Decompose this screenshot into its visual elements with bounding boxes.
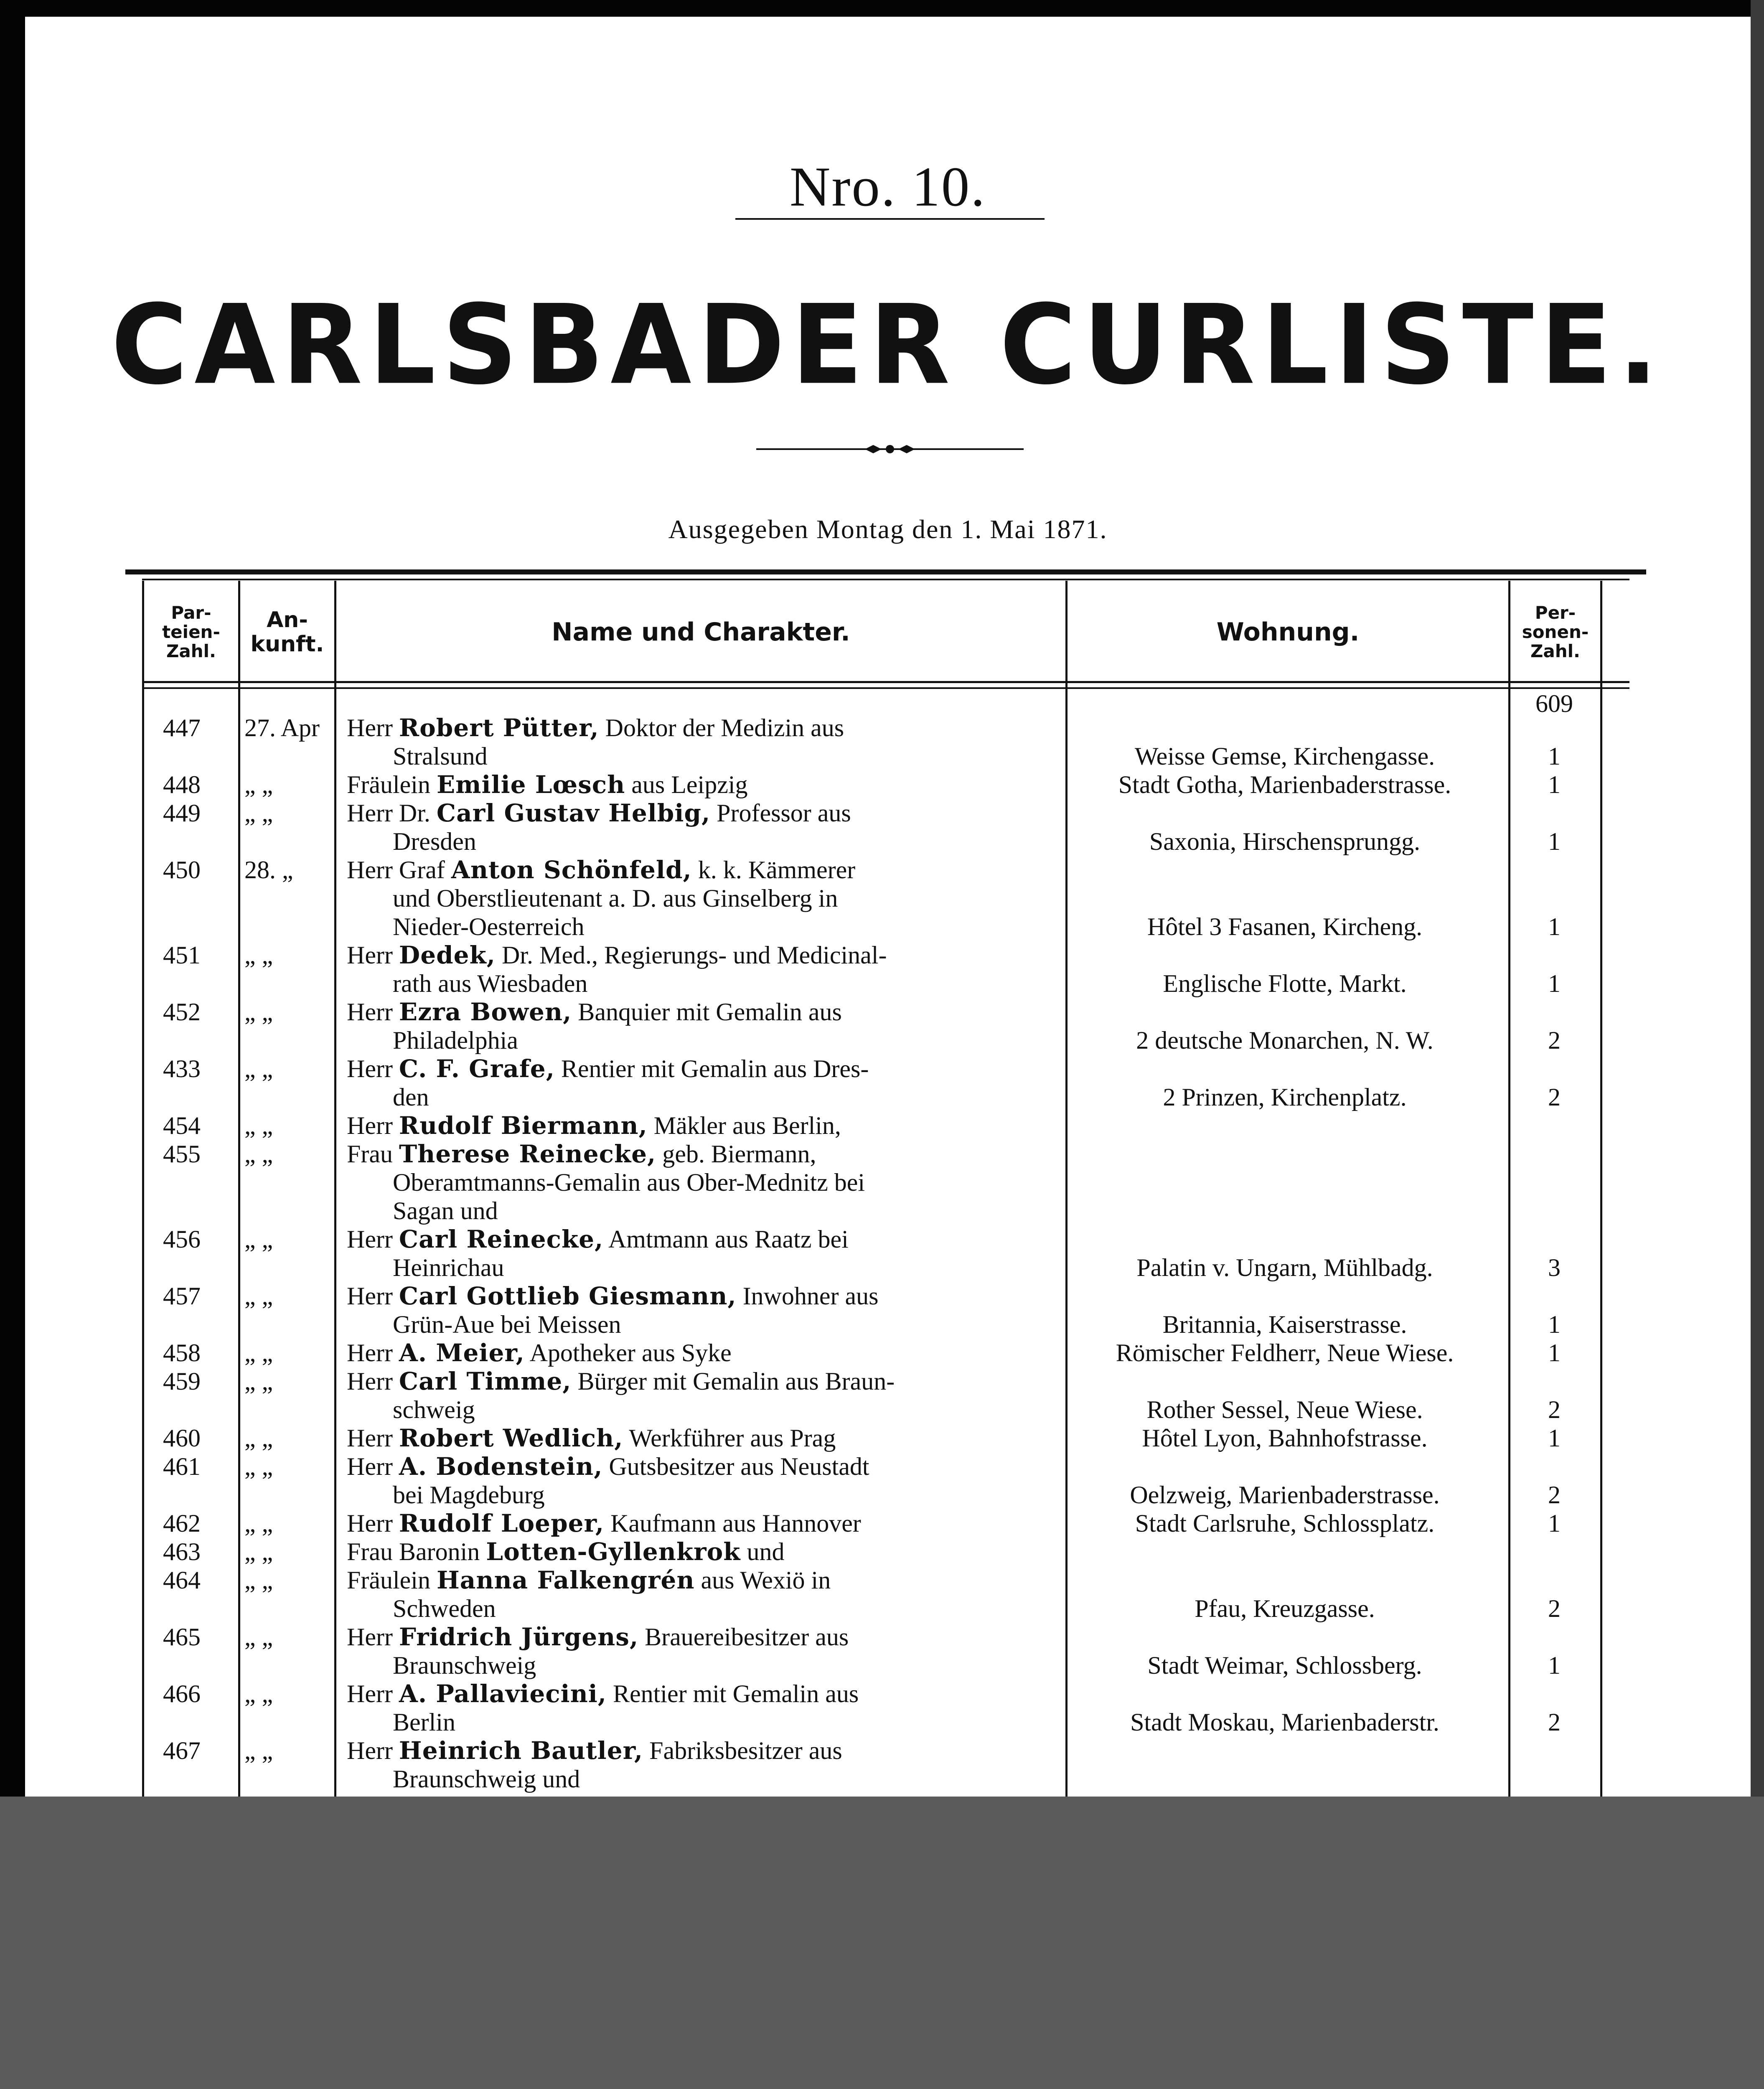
party-number: 458 <box>163 1339 201 1367</box>
guest-name-and-title <box>347 1452 1032 1509</box>
guest-name: Ezra Bowen, <box>399 998 572 1026</box>
persons-count: 2 <box>1548 1396 1561 1423</box>
residence: Stadt Moskau, Marienbaderstr. <box>1130 1708 1439 1736</box>
persons-count: 1 <box>1548 970 1561 997</box>
residence: Stadt Carlsruhe, Schlossplatz. <box>1135 1510 1435 1537</box>
party-number: 460 <box>163 1424 201 1452</box>
arrival-date: „ „ <box>244 998 273 1026</box>
party-number: 461 <box>163 1453 201 1480</box>
header-rule <box>142 681 1629 683</box>
guest-title: Herr <box>347 1112 393 1139</box>
residence: Rother Sessel, Neue Wiese. <box>1146 1396 1423 1423</box>
table-top-rule <box>125 569 1646 574</box>
persons-count: 1 <box>1548 1424 1561 1452</box>
arrival-date: „ „ <box>244 1424 273 1452</box>
party-number: 457 <box>163 1282 201 1310</box>
persons-count: 1 <box>1548 1311 1561 1338</box>
persons-count: 1 <box>1548 1510 1561 1537</box>
party-number: 454 <box>163 1112 201 1139</box>
guest-name: Robert Pütter, <box>399 714 599 742</box>
persons-count: 2 <box>1548 1481 1561 1509</box>
guest-description-continued: bei Magdeburg <box>393 1481 545 1509</box>
guest-description-continued: Braunschweig <box>393 1652 536 1679</box>
guest-description-continued: und Oberstlieutenant a. D. aus Ginselberg in <box>393 884 838 912</box>
residence: Römischer Feldherr, Neue Wiese. <box>1116 1339 1454 1367</box>
arrival-date: „ „ <box>244 1566 273 1594</box>
persons-count: 1 <box>1548 742 1561 770</box>
guest-name-and-title <box>347 799 1032 856</box>
guest-description: Rentier mit Gemalin aus <box>613 1680 859 1708</box>
guest-description: Bürger mit Gemalin aus Braun- <box>577 1367 895 1395</box>
guest-description: Doktor der Medizin aus <box>605 714 844 742</box>
party-number: 451 <box>163 941 201 969</box>
guest-description: Rentier mit Gemalin aus Dres- <box>561 1055 869 1083</box>
guest-description: Apotheker aus Syke <box>529 1339 732 1367</box>
guest-name: A. Pallaviecini, <box>399 1680 607 1708</box>
guest-description-continued: Dresden <box>393 828 476 855</box>
ornament-divider <box>756 441 1024 457</box>
guest-description: Gutsbesitzer aus Neustadt <box>609 1453 869 1480</box>
guest-name: Lotten-Gyllenkrok <box>486 1538 741 1566</box>
guest-name-and-title <box>347 1055 1032 1111</box>
header-party-count: Par- teien- Zahl. <box>162 602 220 661</box>
party-number: 467 <box>163 1737 201 1764</box>
persons-count: 1 <box>1548 771 1561 798</box>
party-number: 464 <box>163 1566 201 1594</box>
residence: Hôtel Lyon, Bahnhofstrasse. <box>1142 1424 1428 1452</box>
guest-description-continued: rath aus Wiesbaden <box>393 970 588 997</box>
persons-count: 1 <box>1548 913 1561 940</box>
guest-title: Herr <box>347 1225 393 1253</box>
guest-name: Emilie Lœsch <box>436 770 625 799</box>
guest-description-continued: Schweden <box>393 1595 496 1622</box>
residence: Palatin v. Ungarn, Mühlbadg. <box>1136 1254 1433 1281</box>
guest-name-and-title <box>347 856 1032 941</box>
party-number: 455 <box>163 1140 201 1168</box>
arrival-date: „ „ <box>244 771 273 798</box>
party-number: 463 <box>163 1538 201 1565</box>
party-number: 466 <box>163 1680 201 1708</box>
guest-name-and-title <box>347 1282 1032 1339</box>
table-top-rule-thin <box>142 579 1629 580</box>
guest-name: C. F. Grafe, <box>399 1055 555 1083</box>
party-number: 459 <box>163 1367 201 1395</box>
residence: 2 Prinzen, Kirchenplatz. <box>1163 1083 1407 1111</box>
residence: Britannia, Kaiserstrasse. <box>1162 1311 1407 1338</box>
carried-total: 609 <box>1535 690 1573 717</box>
arrival-date: „ „ <box>244 1623 273 1651</box>
guest-description: Banquier mit Gemalin aus <box>578 998 842 1026</box>
guest-name: Carl Reinecke, <box>399 1225 604 1253</box>
residence: Stadt Weimar, Schlossberg. <box>1147 1652 1422 1679</box>
guest-description-continued: den <box>393 1083 429 1111</box>
guest-name-and-title <box>347 1424 1032 1452</box>
guest-name-and-title <box>347 941 1032 998</box>
guest-name-and-title <box>347 1339 1032 1367</box>
party-number: 452 <box>163 998 201 1026</box>
guest-description-continued: Stralsund <box>393 742 488 770</box>
guest-description: aus Leipzig <box>631 771 748 798</box>
guest-description-continued: Oberamtmanns-Gemalin aus Ober-Mednitz bei <box>393 1169 865 1196</box>
persons-count: 2 <box>1548 1083 1561 1111</box>
guest-description-continued: Sagan und <box>393 1197 498 1225</box>
header-rule-2 <box>142 687 1629 689</box>
guest-title: Herr <box>347 1737 393 1764</box>
party-number: 456 <box>163 1225 201 1253</box>
guest-name-and-title <box>347 1367 1032 1424</box>
guest-title: Herr <box>347 1282 393 1310</box>
party-number: 433 <box>163 1055 201 1083</box>
guest-description: Werkführer aus Prag <box>629 1424 836 1452</box>
guest-name: A. Bodenstein, <box>399 1452 603 1481</box>
guest-title: Frau Baronin <box>347 1538 480 1565</box>
issue-date: Ausgegeben Montag den 1. Mai 1871. <box>668 514 1108 544</box>
guest-name-and-title <box>347 1538 1032 1566</box>
column-rule <box>142 581 144 1797</box>
guest-title: Fräulein <box>347 1566 430 1594</box>
persons-count: 1 <box>1548 1339 1561 1367</box>
arrival-date: „ „ <box>244 1510 273 1537</box>
guest-title: Herr <box>347 714 393 742</box>
guest-title: Herr Graf <box>347 856 445 884</box>
residence: Englische Flotte, Markt. <box>1163 970 1407 997</box>
guest-name-and-title <box>347 1566 1032 1623</box>
guest-name-and-title <box>347 1140 1032 1225</box>
guest-name: Carl Gottlieb Giesmann, <box>399 1282 737 1310</box>
residence: Pfau, Kreuzgasse. <box>1195 1595 1375 1622</box>
guest-title: Frau <box>347 1140 393 1168</box>
guest-description: Professor aus <box>717 799 851 827</box>
guest-description: Kaufmann aus Hannover <box>610 1510 861 1537</box>
guest-name-and-title <box>347 1509 1032 1538</box>
arrival-date: „ „ <box>244 1140 273 1168</box>
guest-name-and-title <box>347 1736 1032 1793</box>
guest-title: Herr <box>347 1623 393 1651</box>
party-number: 448 <box>163 771 201 798</box>
guest-title: Herr <box>347 1453 393 1480</box>
party-number: 450 <box>163 856 201 884</box>
party-number: 449 <box>163 799 201 827</box>
arrival-date: „ „ <box>244 1225 273 1253</box>
guest-name: A. Meier, <box>399 1339 525 1367</box>
guest-title: Herr Dr. <box>347 799 430 827</box>
arrival-date: 27. Apr <box>244 714 320 742</box>
arrival-date: 28. „ <box>244 856 293 884</box>
publication-title: CARLSBADER CURLISTE. <box>111 281 1665 409</box>
column-rule <box>238 581 240 1797</box>
column-rule <box>334 581 336 1797</box>
guest-name-and-title <box>347 1680 1032 1736</box>
guest-title: Herr <box>347 1339 393 1367</box>
issue-number-rule <box>735 218 1045 220</box>
guest-title: Herr <box>347 1367 393 1395</box>
guest-title: Herr <box>347 998 393 1026</box>
party-number: 465 <box>163 1623 201 1651</box>
persons-count: 2 <box>1548 1027 1561 1054</box>
guest-name: Anton Schönfeld, <box>451 856 692 884</box>
arrival-date: „ „ <box>244 799 273 827</box>
residence: Saxonia, Hirschensprungg. <box>1149 828 1421 855</box>
guest-name: Heinrich Bautler, <box>399 1736 643 1765</box>
guest-description-continued: Philadelphia <box>393 1027 518 1054</box>
guest-description: Dr. Med., Regierungs- und Medicinal- <box>501 941 887 969</box>
arrival-date: „ „ <box>244 1112 273 1139</box>
guest-description: geb. Biermann, <box>662 1140 816 1168</box>
arrival-date: „ „ <box>244 1737 273 1764</box>
residence: 2 deutsche Monarchen, N. W. <box>1136 1027 1434 1054</box>
persons-count: 1 <box>1548 1652 1561 1679</box>
guest-title: Herr <box>347 941 393 969</box>
guest-name-and-title <box>347 770 1032 799</box>
persons-count: 1 <box>1548 828 1561 855</box>
guest-title: Herr <box>347 1424 393 1452</box>
arrival-date: „ „ <box>244 1339 273 1367</box>
issue-number: Nro. 10. <box>789 156 986 218</box>
guest-description: k. k. Kämmerer <box>698 856 856 884</box>
scan-background <box>0 1797 1764 2089</box>
residence: Hôtel 3 Fasanen, Kircheng. <box>1147 913 1423 940</box>
guest-description: und <box>747 1538 785 1565</box>
guest-title: Herr <box>347 1680 393 1708</box>
arrival-date: „ „ <box>244 1538 273 1565</box>
party-number: 447 <box>163 714 201 742</box>
guest-name: Hanna Falkengrén <box>436 1566 695 1594</box>
header-persons-count: Per- sonen- Zahl. <box>1522 602 1589 661</box>
guest-name: Fridrich Jürgens, <box>399 1623 639 1651</box>
persons-count: 3 <box>1548 1254 1561 1281</box>
residence: Weisse Gemse, Kirchengasse. <box>1134 742 1435 770</box>
party-number: 462 <box>163 1510 201 1537</box>
guest-title: Herr <box>347 1055 393 1083</box>
document-page <box>25 17 1751 1797</box>
guest-description-continued: Braunschweig und <box>393 1765 580 1793</box>
guest-description-continued: Berlin <box>393 1708 455 1736</box>
guest-title: Fräulein <box>347 771 430 798</box>
guest-description: Inwohner aus <box>742 1282 879 1310</box>
header-arrival: An- kunft. <box>250 607 324 657</box>
persons-count: 2 <box>1548 1708 1561 1736</box>
guest-name: Rudolf Loeper, <box>399 1509 605 1538</box>
guest-name: Carl Timme, <box>399 1367 572 1395</box>
guest-description: Amtmann aus Raatz bei <box>608 1225 849 1253</box>
guest-name-and-title <box>347 1111 1032 1140</box>
guest-description: aus Wexiö in <box>701 1566 831 1594</box>
header-residence: Wohnung. <box>1216 617 1360 647</box>
arrival-date: „ „ <box>244 941 273 969</box>
residence: Stadt Gotha, Marienbaderstrasse. <box>1118 771 1451 798</box>
guest-name-and-title <box>347 1623 1032 1680</box>
guest-name: Rudolf Biermann, <box>399 1111 648 1140</box>
guest-title: Herr <box>347 1510 393 1537</box>
guest-name-and-title <box>347 714 1032 770</box>
guest-description-continued: Heinrichau <box>393 1254 504 1281</box>
arrival-date: „ „ <box>244 1367 273 1395</box>
guest-description: Mäkler aus Berlin, <box>653 1112 841 1139</box>
guest-description-continued: Grün-Aue bei Meissen <box>393 1311 621 1338</box>
header-name: Name und Charakter. <box>552 617 850 647</box>
guest-name: Dedek, <box>399 941 496 969</box>
guest-name: Robert Wedlich, <box>399 1424 623 1452</box>
guest-description-continued: Nieder-Oesterreich <box>393 913 585 940</box>
arrival-date: „ „ <box>244 1680 273 1708</box>
guest-description-continued: schweig <box>393 1396 475 1423</box>
persons-count: 2 <box>1548 1595 1561 1622</box>
arrival-date: „ „ <box>244 1055 273 1083</box>
guest-name: Therese Reinecke, <box>399 1140 656 1168</box>
scan-edge <box>1751 0 1764 1797</box>
residence: Oelzweig, Marienbaderstrasse. <box>1130 1481 1440 1509</box>
guest-name-and-title <box>347 1225 1032 1282</box>
arrival-date: „ „ <box>244 1282 273 1310</box>
guest-description: Brauereibesitzer aus <box>645 1623 849 1651</box>
column-rule <box>1065 581 1068 1797</box>
guest-name-and-title <box>347 998 1032 1055</box>
guest-description: Fabriksbesitzer aus <box>649 1737 842 1764</box>
arrival-date: „ „ <box>244 1453 273 1480</box>
guest-name: Carl Gustav Helbig, <box>436 799 711 827</box>
